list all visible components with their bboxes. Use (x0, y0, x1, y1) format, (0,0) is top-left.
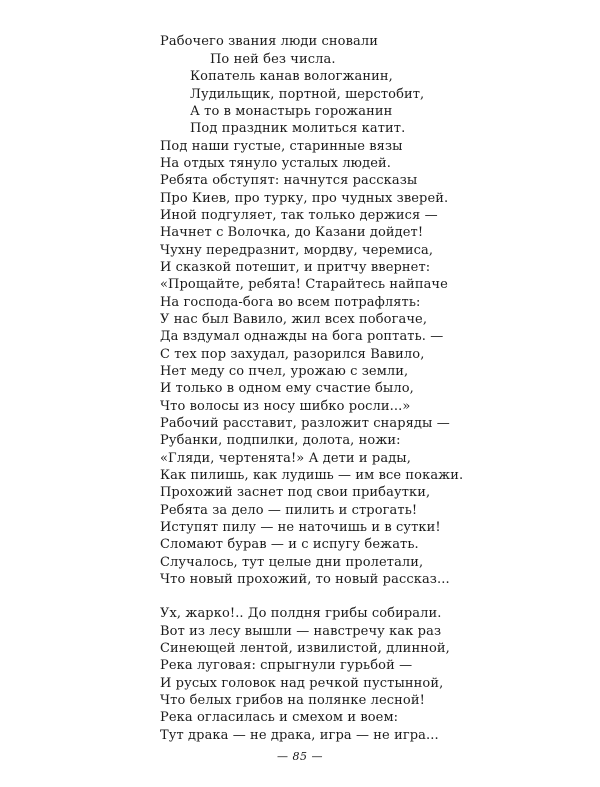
poem-line: Река огласилась и смехом и воем: (160, 710, 399, 725)
poem-line: Что волосы из носу шибко росли...» (160, 399, 411, 414)
poem-line: Иной подгуляет, так только держися — (160, 208, 438, 223)
poem-line: Рабочего звания люди сновали (160, 34, 378, 49)
poem-line: Иступят пилу — не наточишь и в сутки! (160, 520, 441, 535)
poem-line: Рубанки, подпилки, долота, ножи: (160, 433, 401, 448)
poem-line: Про Киев, про турку, про чудных зверей. (160, 191, 449, 206)
poem-line: Что новый прохожий, то новый рассказ... (160, 572, 450, 587)
poem-line: А то в монастырь горожанин (190, 104, 393, 119)
poem-line: Прохожий заснет под свои прибаутки, (160, 485, 431, 500)
poem-line: Да вздумал однажды на бога роптать. — (160, 329, 444, 344)
poem-line: Как пилишь, как лудишь — им все покажи. (160, 468, 464, 483)
poem-line: Начнет с Волочка, до Казани дойдет! (160, 225, 424, 240)
poem-line: И сказкой потешит, и притчу ввернет: (160, 260, 431, 275)
page-number: — 85 — (277, 750, 323, 763)
poem-line: Рабочий расставит, разложит снаряды — (160, 416, 450, 431)
poem-line: И только в одном ему счастие было, (160, 381, 414, 396)
poem-line: Ух, жарко!.. До полдня грибы собирали. (160, 606, 442, 621)
poem-line: Тут драка — не драка, игра — не игра... (160, 728, 439, 743)
poem-line: Копатель канав вологжанин, (190, 69, 393, 84)
poem-line: С тех пор захудал, разорился Вавило, (160, 347, 425, 362)
poem-line: На отдых тянуло усталых людей. (160, 156, 391, 171)
poem-line: Вот из лесу вышли — навстречу как раз (160, 624, 442, 639)
poem-line: «Прощайте, ребята! Старайтесь найпаче (160, 277, 448, 292)
poem-line: Случалось, тут целые дни пролетали, (160, 555, 424, 570)
poem-line: Чухну передразнит, мордву, черемиса, (160, 243, 434, 258)
poem-line: Река луговая: спрыгнули гурьбой — (160, 658, 413, 673)
poem-line: По ней без числа. (210, 52, 336, 67)
poem-line: Нет меду со пчел, урожаю с земли, (160, 364, 409, 379)
poem-line: На господа-бога во всем потрафлять: (160, 295, 421, 310)
poem-line: Синеющей лентой, извилистой, длинной, (160, 641, 450, 656)
poem-line: Ребята за дело — пилить и строгать! (160, 503, 418, 518)
poem-line: Что белых грибов на полянке лесной! (160, 693, 425, 708)
poem-line: Под наши густые, старинные вязы (160, 139, 403, 154)
poem-line: «Гляди, чертенята!» А дети и рады, (160, 451, 411, 466)
poem-line: И русых головок над речкой пустынной, (160, 676, 444, 691)
poem-line: Под праздник молиться катит. (190, 121, 406, 136)
poem-line: Сломают бурав — и с испугу бежать. (160, 537, 419, 552)
poem-line: Лудильщик, портной, шерстобит, (190, 87, 425, 102)
poem-line: У нас был Вавило, жил всех побогаче, (160, 312, 428, 327)
poem-line: Ребята обступят: начнутся рассказы (160, 173, 418, 188)
